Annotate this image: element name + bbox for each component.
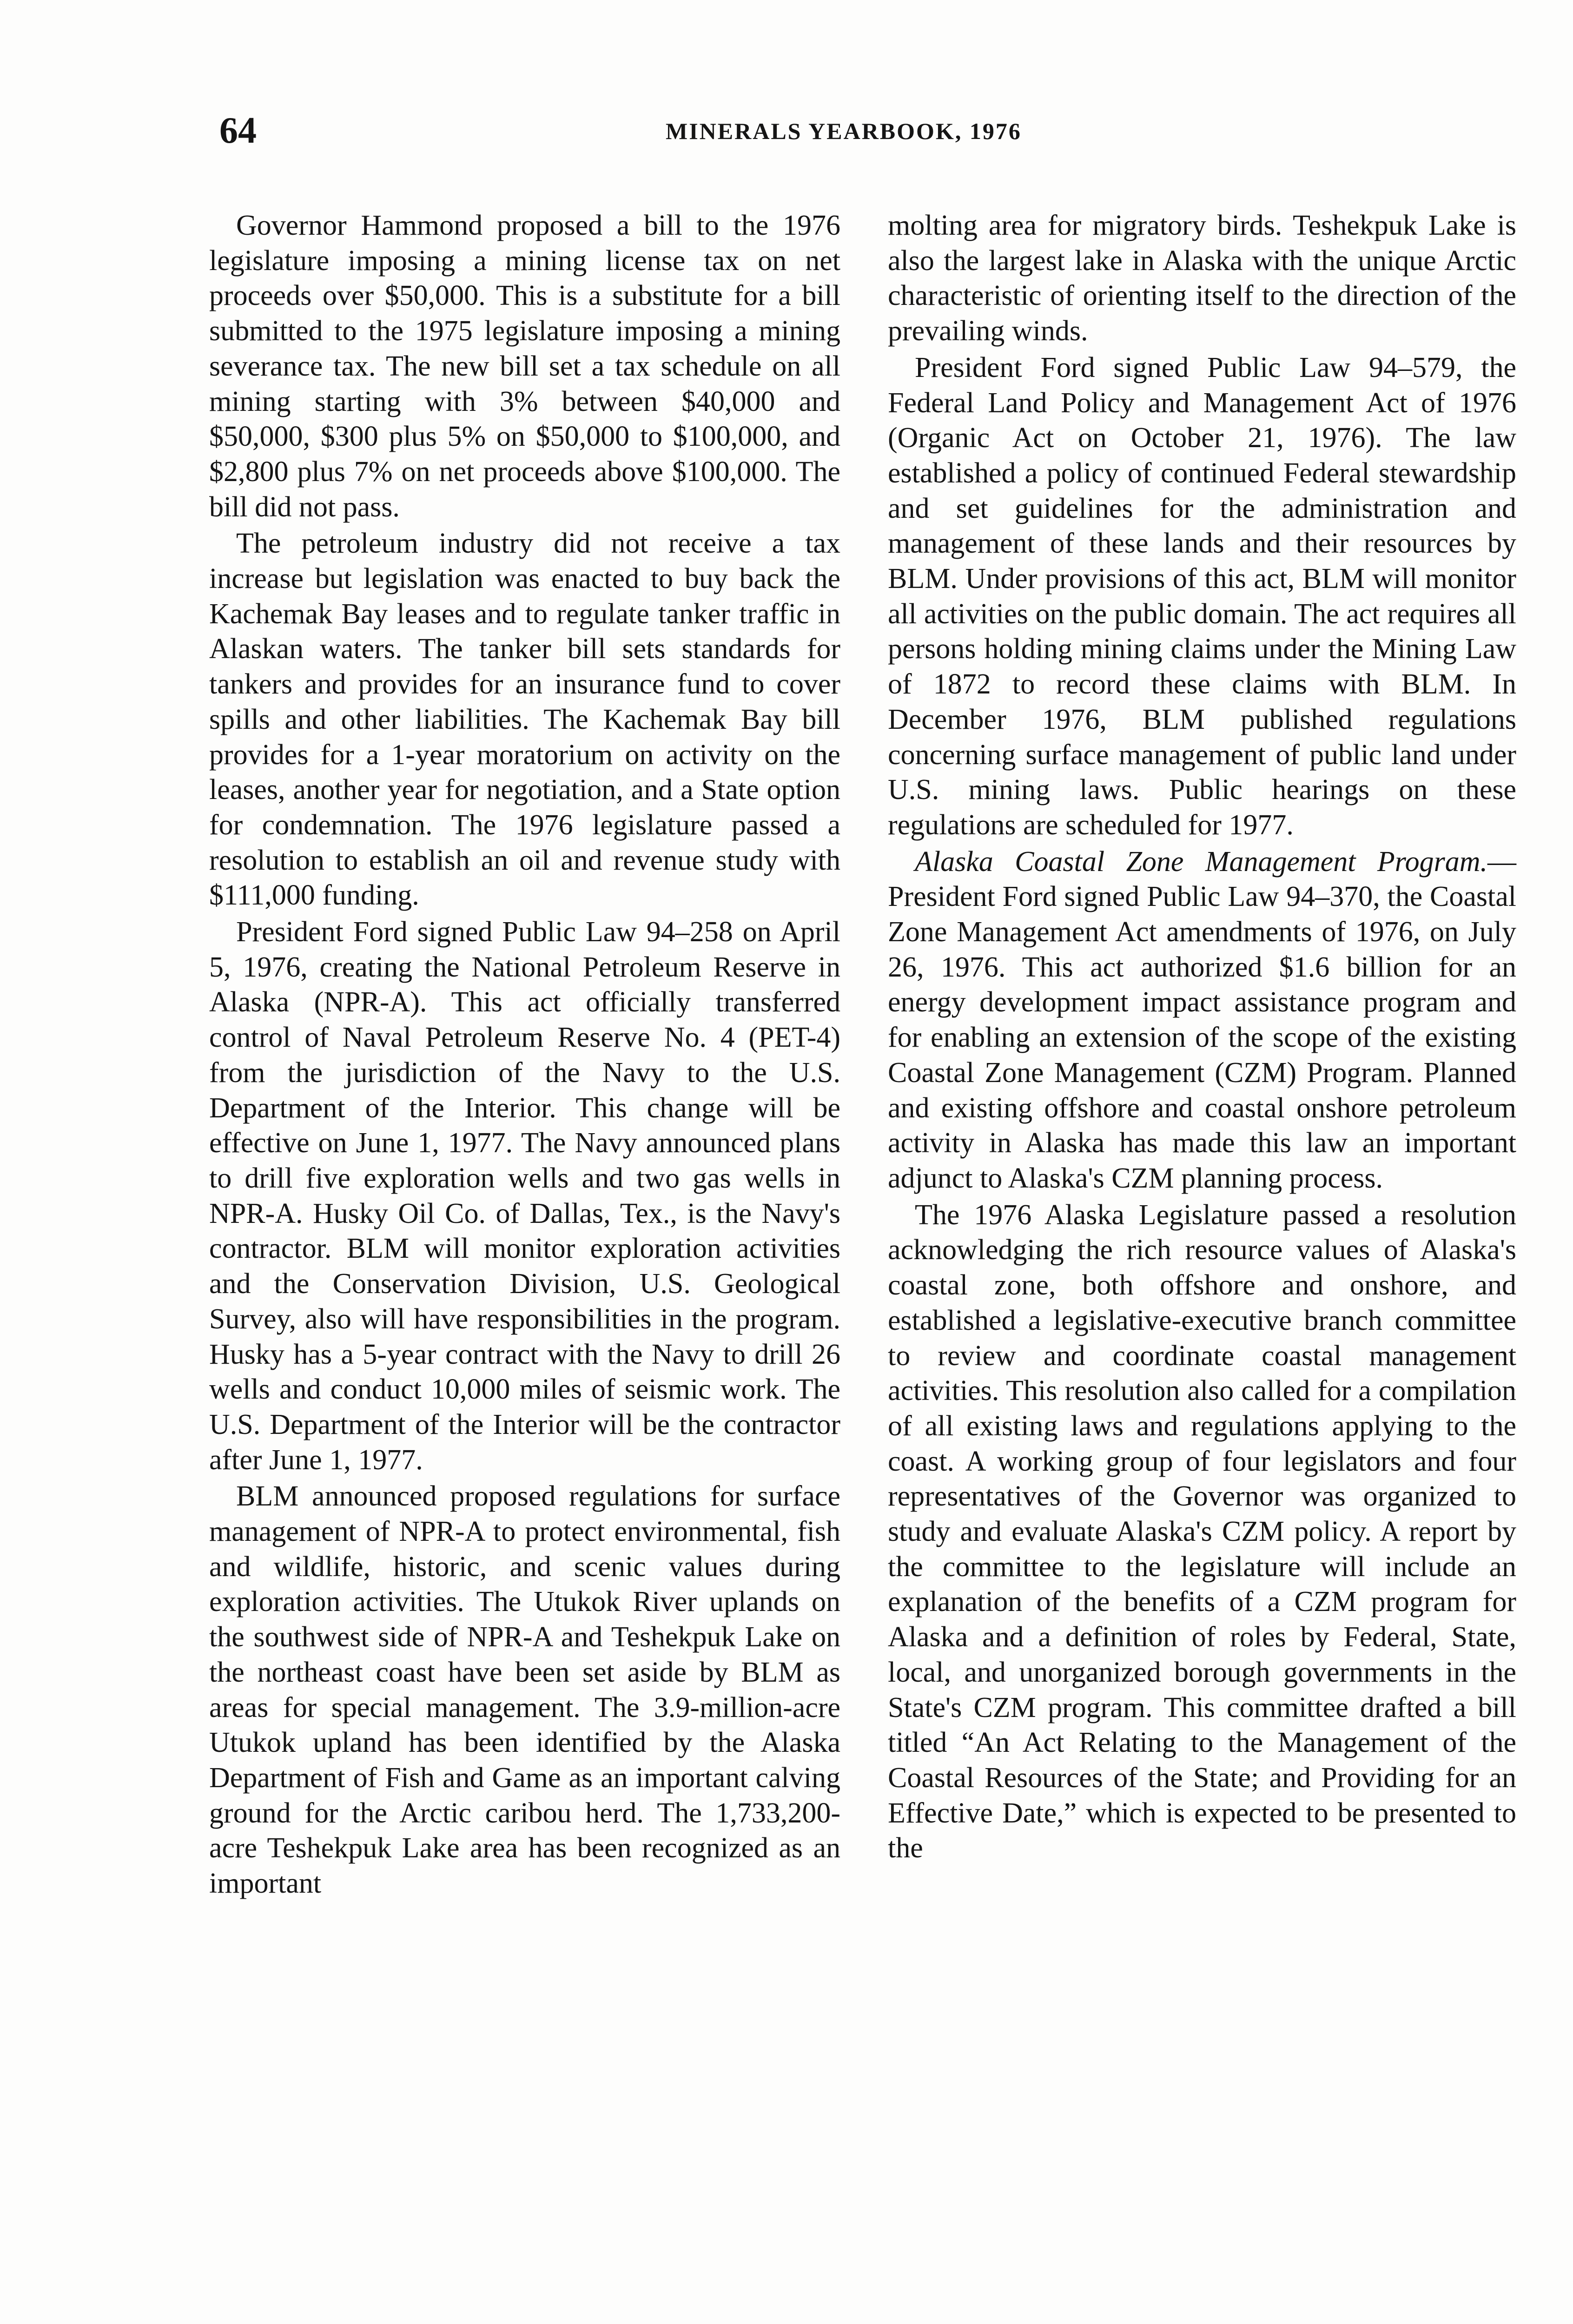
left-column <box>209 208 840 1901</box>
paragraph-petroleum-industry: The petroleum industry did not receive a tax increase but legislation was enacted to buy back the Kachemak Bay leases and to regulate tanker traffic in Alaskan waters. The tanker bill sets standards for tankers and provides for an insurance fund to cover spills and other liabilities. The Kachemak Bay bill provides for a 1-year moratorium on activity on the leases, another year for negotiation, and a State option for condemnation. The 1976 legislature passed a resolution to establish an oil and revenue study with $111,000 funding. <box>209 528 840 911</box>
page-number: 64 <box>219 110 257 151</box>
paragraph-npr-a: President Ford signed Public Law 94–258 on April 5, 1976, creating the National Petroleum Reserve in Alaska (NPR-A). This act officially transferred control of Naval Petroleum Reserve No. 4 (PET-4) from the jurisdiction of the Navy to the U.S. Department of the Interior. This change will be effective on June 1, 1977. The Navy announced plans to drill five exploration wells and two gas wells in NPR-A. Husky Oil Co. of Dallas, Tex., is the Navy's contractor. BLM will monitor exploration activities and the Conservation Division, U.S. Geological Survey, also will have responsibilities in the program. Husky has a 5-year contract with the Navy to drill 26 wells and conduct 10,000 miles of seismic work. The U.S. Department of the Interior will be the contractor after June 1, 1977. <box>209 916 840 1476</box>
coastal-zone-heading: Alaska Coastal Zone Management Program. <box>915 845 1487 878</box>
paragraph-mining-license-tax: Governor Hammond proposed a bill to the 1976 legislature imposing a mining license tax on net proceeds over $50,000. This is a substitute for a bill submitted to the 1975 legislature imposing a mining severance tax. The new bill set a tax schedule on all mining starting with 3% between $40,000 and $50,000, $300 plus 5% on $50,000 to $100,000, and $2,800 plus 7% on net proceeds above $100,000. The bill did not pass. <box>209 210 840 523</box>
paragraph-flpma: President Ford signed Public Law 94–579, the Federal Land Policy and Management Act of 1976 (Organic Act on October 21, 1976). The law established a policy of continued Federal stewardship and set guidelines for the administration and management of these lands and their resources by BLM. Under provisions of this act, BLM will monitor all activities on the public domain. The act requires all persons holding mining claims under the Mining Law of 1872 to record these claims with BLM. In December 1976, BLM published regulations concerning surface management of public land under U.S. mining laws. Public hearings on these regulations are scheduled for 1977. <box>888 351 1516 841</box>
right-column <box>888 208 1516 1866</box>
running-title: MINERALS YEARBOOK, 1976 <box>666 118 1022 144</box>
paragraph-alaska-legislature: The 1976 Alaska Legislature passed a resolution acknowledging the rich resource values of Alaska's coastal zone, both offshore and onshore, and established a legislative-executive branch committee to review and coordinate coastal management activities. This resolution also called for a compilation of all existing laws and regulations applying to the coast. A working group of four legislators and four representatives of the Governor was organized to study and evaluate Alaska's CZM policy. A report by the committee to the legislature will include an explanation of the benefits of a CZM program for Alaska and a definition of roles by Federal, State, local, and unorganized borough governments in the State's CZM program. This committee drafted a bill titled “An Act Relating to the Management of the Coastal Resources of the State; and Providing for an Effective Date,” which is expected to be presented to the <box>888 1199 1516 1864</box>
paragraph-molting-area: molting area for migratory birds. Teshekpuk Lake is also the largest lake in Alaska with the unique Arctic characteristic of orienting itself to the direction of the prevailing winds. <box>888 210 1516 347</box>
page-header <box>219 110 1534 152</box>
coastal-zone-body: —President Ford signed Public Law 94–370, the Coastal Zone Management Act amendments of 1976, on July 26, 1976. This act authorized $1.6 billion for an energy development impact assistance program and for enabling an extension of the scope of the existing Coastal Zone Management (CZM) Program. Planned and existing offshore and coastal onshore petroleum activity in Alaska has made this law an important adjunct to Alaska's CZM planning process. <box>888 845 1516 1194</box>
paragraph-blm-regulations: BLM announced proposed regulations for surface management of NPR-A to protect environmental, fish and wildlife, historic, and scenic values during exploration activities. The Utukok River uplands on the southwest side of NPR-A and Teshekpuk Lake on the northeast coast have been set aside by BLM as areas for special management. The 3.9-million-acre Utukok upland has been identified by the Alaska Department of Fish and Game as an important calving ground for the Arctic caribou herd. The 1,733,200-acre Teshekpuk Lake area has been recognized as an important <box>209 1480 840 1900</box>
paragraph-coastal-zone <box>888 845 1516 1196</box>
